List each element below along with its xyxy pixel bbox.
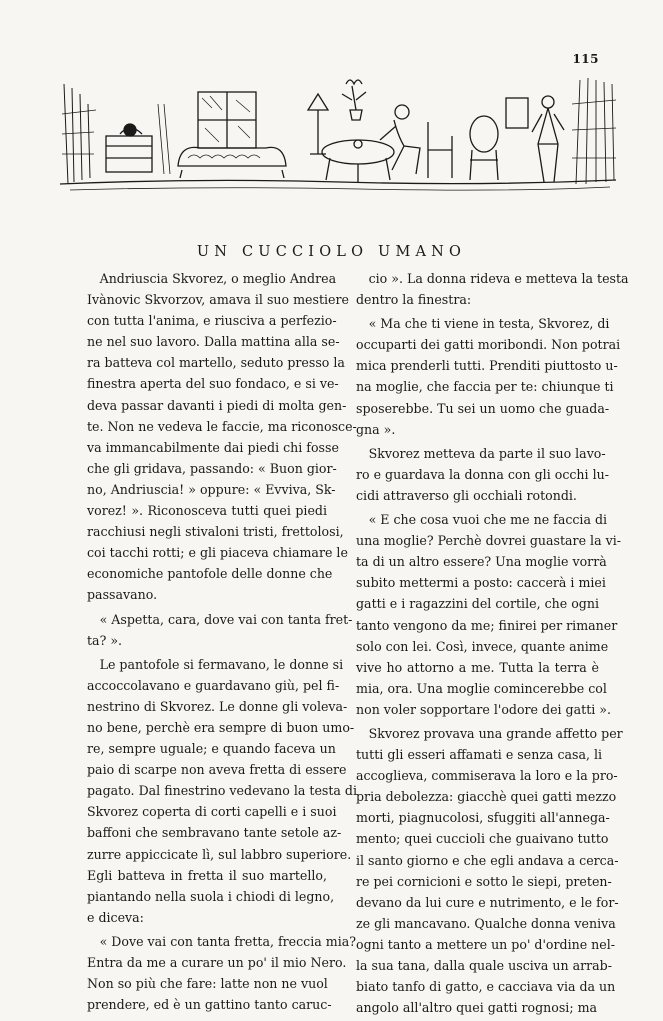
text-line: tanto vengono da me; finirei per rimaner [356, 617, 618, 633]
text-line: finestra aperta del suo fondaco, e si ve- [87, 376, 339, 392]
paragraph [356, 313, 621, 440]
text-line: coi tacchi rotti; e gli piaceva chiamare le [87, 545, 348, 561]
text-line: mento; quei cuccioli che guaivano tutto [356, 831, 609, 847]
text-line: angolo all'altro quei gatti rognosi; ma [356, 1000, 598, 1016]
paragraph [356, 723, 623, 1018]
text-line: cio ». La donna rideva e metteva la testa [356, 271, 629, 286]
paragraph [87, 609, 353, 651]
text-line: una moglie? Perchè dovrei guastare la vi- [356, 533, 621, 549]
text-line: la sua tana, dalla quale usciva un arrab- [356, 958, 613, 973]
text-line: re, sempre uguale; e quando faceva un [87, 741, 336, 757]
text-line: passavano. [87, 587, 158, 603]
text-line: na moglie, che faccia per te: chiunque ti [356, 379, 614, 395]
text-line: morti, piagnucolosi, sfuggiti all'annega- [356, 810, 610, 826]
text-line: Skvorez provava una grande affetto per [356, 725, 623, 741]
paragraph [87, 931, 356, 1015]
text-line: « Ma che ti viene in testa, Skvorez, di [356, 316, 610, 332]
text-line: Ivànovic Skvorzov, amava il suo mestiere [87, 292, 349, 308]
text-line: no bene, perchè era sempre di buon umo- [87, 719, 355, 735]
text-line: paio di scarpe non aveva fretta di essere [87, 762, 347, 778]
text-line: e diceva: [87, 909, 144, 925]
text-line: con tutta l'anima, e riusciva a perfezio- [87, 313, 337, 329]
text-line: non voler sopportare l'odore dei gatti ». [356, 701, 611, 717]
paragraph [356, 268, 629, 310]
text-line: Egli batteva in fretta il suo martello, [87, 867, 327, 883]
text-line: devano da lui cure e nutrimento, e le for- [356, 894, 619, 910]
text-line: pagato. Dal finestrino vedevano la testa di [87, 783, 358, 799]
text-line: economiche pantofole delle donne che [87, 566, 333, 582]
text-line: mica prenderli tutti. Prenditi piuttosto u- [356, 358, 618, 374]
text-line: nestrino di Skvorez. Le donne gli voleva- [87, 698, 348, 714]
paragraph [87, 268, 357, 606]
text-line: Entra da me a curare un po' il mio Nero. [87, 955, 347, 970]
text-line: ro e guardava la donna con gli occhi lu- [356, 466, 609, 482]
paragraph [356, 509, 621, 720]
text-line: occuparti dei gatti moribondi. Non potrai [356, 337, 621, 353]
interior-scene-illustration [60, 74, 616, 196]
text-line: no, Andriuscia! » oppure: « Evviva, Sk- [87, 481, 336, 497]
text-line: ta di un altro essere? Una moglie vorrà [356, 554, 607, 570]
text-line: piantando nella suola i chiodi di legno, [87, 888, 335, 904]
paragraph [87, 654, 358, 928]
text-line: Andriuscia Skvorez, o meglio Andrea [87, 271, 337, 286]
text-line: dentro la finestra: [356, 292, 472, 308]
text-line: prendere, ed è un gattino tanto caruc- [87, 997, 332, 1013]
text-line: « Dove vai con tanta fretta, freccia mia? [87, 933, 356, 949]
text-line: racchiusi negli stivaloni tristi, frettolosi, [87, 524, 344, 540]
text-line: zurre appiccicate lì, sul labbro superiore. [87, 846, 352, 862]
text-line: gna ». [356, 421, 396, 437]
text-line: ze gli mancavano. Qualche donna veniva [356, 915, 616, 931]
text-line: ogni tanto a mettere un po' d'ordine nel- [356, 936, 616, 952]
text-line: ne nel suo lavoro. Dalla mattina alla se- [87, 334, 340, 350]
text-line: solo con lei. Così, invece, quante anime [356, 638, 609, 654]
text-line: baffoni che sembravano tante setole az- [87, 825, 342, 841]
text-column-right [356, 268, 629, 1021]
text-line: vorez! ». Riconosceva tutti quei piedi [87, 503, 327, 519]
text-line: Skvorez metteva da parte il suo lavo- [356, 445, 606, 461]
text-line: re pei cornicioni e sotto le siepi, preten- [356, 873, 612, 889]
text-line: che gli gridava, passando: « Buon gior- [87, 460, 337, 476]
text-line: subito mettermi a posto: caccerà i miei [356, 575, 606, 591]
text-line: vive ho attorno a me. Tutta la terra è [356, 659, 599, 675]
text-line: « E che cosa vuoi che me ne faccia di [356, 512, 608, 528]
text-line: biato tanfo di gatto, e cacciava via da un [356, 979, 616, 995]
story-title: UN CUCCIOLO UMANO [196, 243, 467, 260]
text-line: gatti e i ragazzini del cortile, che ogni [356, 596, 599, 612]
text-line: Non so più che fare: latte non ne vuol [87, 976, 328, 992]
text-line: Le pantofole si fermavano, le donne si [87, 656, 344, 672]
text-line: va immancabilmente dai piedi chi fosse [87, 439, 339, 455]
text-line: il santo giorno e che egli andava a cerca- [356, 852, 619, 868]
text-line: te. Non ne vedeva le faccie, ma riconosce- [87, 418, 357, 434]
text-line: sposerebbe. Tu sei un uomo che guada- [356, 400, 610, 416]
page-number: 115 [572, 52, 599, 66]
text-line: mia, ora. Una moglie comincerebbe col [356, 680, 607, 696]
text-line: Skvorez coperta di corti capelli e i suoi [87, 804, 337, 820]
paragraph [356, 443, 609, 506]
text-line: accoccolavano e guardavano giù, pel fi- [87, 677, 340, 693]
text-line: pria debolezza: giacchè quei gatti mezzo [356, 789, 617, 805]
text-line: ra batteva col martello, seduto presso la [87, 355, 345, 371]
text-line: deva passar davanti i piedi di molta gen- [87, 397, 347, 413]
text-line: accoglieva, commiserava la loro e la pro- [356, 768, 618, 784]
text-line: « Aspetta, cara, dove vai con tanta fret- [87, 611, 353, 627]
text-column-left [87, 268, 358, 1018]
text-line: ta? ». [87, 632, 123, 648]
text-line: tutti gli esseri affamati e senza casa, li [356, 747, 603, 763]
text-line: cidi attraverso gli occhiali rotondi. [356, 487, 577, 503]
